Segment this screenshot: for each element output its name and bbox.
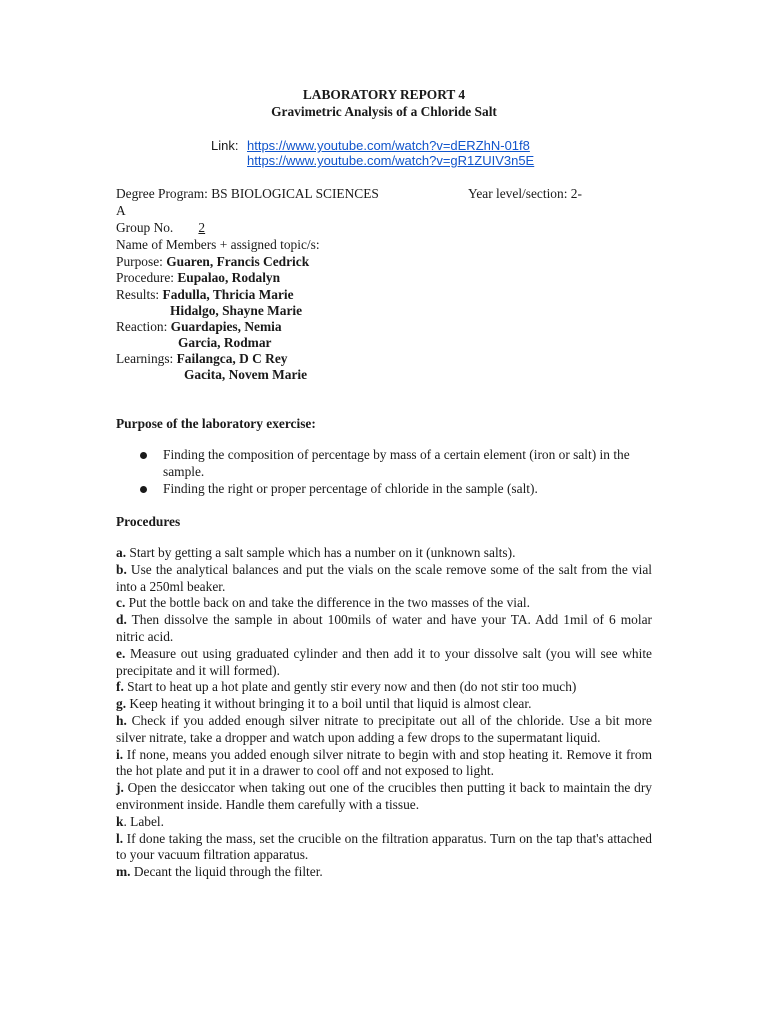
procedures-heading: Procedures xyxy=(116,514,181,529)
youtube-link-1[interactable]: https://www.youtube.com/watch?v=dERZhN-01f8 xyxy=(247,138,530,153)
report-subtitle: Gravimetric Analysis of a Chloride Salt xyxy=(271,104,497,119)
purpose-bullet-1: Finding the composition of percentage by mass of a certain element (iron or salt) in the sample. xyxy=(163,447,630,479)
bullet-icon xyxy=(140,486,147,493)
member-procedure: Procedure: Eupalao, Rodalyn xyxy=(116,270,281,285)
procedures-list xyxy=(116,545,652,881)
member-results-2: Hidalgo, Shayne Marie xyxy=(170,303,303,318)
member-results: Results: Fadulla, Thricia Marie xyxy=(116,287,294,302)
procedure-step-k: k. Label. xyxy=(116,813,164,829)
member-reaction: Reaction: Guardapies, Nemia xyxy=(116,319,282,334)
purpose-heading: Purpose of the laboratory exercise: xyxy=(116,416,316,431)
procedure-step-h: h. Check if you added enough silver nitrate to precipitate out all of the chloride. Use a bit more silver nitrate, take a dropper and watch upon adding a few drops to the supermatant liquid. xyxy=(116,712,652,745)
member-purpose: Purpose: Guaren, Francis Cedrick xyxy=(116,254,310,269)
members-label: Name of Members + assigned topic/s: xyxy=(116,237,320,252)
report-title: LABORATORY REPORT 4 xyxy=(302,87,466,102)
procedure-step-i: i. If none, means you added enough silver nitrate to begin with and stop heating it. Remove it from the hot plate and put it in a drawer to cool off and not exposed to light. xyxy=(116,746,652,779)
procedure-step-b: b. Use the analytical balances and put the vials on the scale remove some of the salt from the vial into a 250ml beaker. xyxy=(116,561,652,594)
procedure-step-a: a. Start by getting a salt sample which has a number on it (unknown salts). xyxy=(116,545,516,560)
group-number-value: 2 xyxy=(198,220,206,235)
link-label: Link: xyxy=(211,138,239,153)
degree-program: Degree Program: BS BIOLOGICAL SCIENCES xyxy=(116,186,379,201)
procedure-step-m: m. Decant the liquid through the filter. xyxy=(116,864,323,880)
member-reaction-2: Garcia, Rodmar xyxy=(178,335,272,350)
group-number: Group No. 2 xyxy=(116,220,230,236)
procedure-step-c: c. Put the bottle back on and take the difference in the two masses of the vial. xyxy=(116,595,530,611)
procedure-step-j: j. Open the desiccator when taking out one of the crucibles then putting it back to maintain the dry environment inside. Handle them carefully with a tissue. xyxy=(116,780,652,812)
procedure-step-d: d. Then dissolve the sample in about 100mils of water and have your TA. Add 1mil of 6 molar nitric acid. xyxy=(116,612,652,644)
member-learnings-2: Gacita, Novem Marie xyxy=(184,367,308,382)
youtube-link-2[interactable]: https://www.youtube.com/watch?v=gR1ZUIV3n5E xyxy=(247,153,535,168)
purpose-bullet-2: Finding the right or proper percentage of chloride in the sample (salt). xyxy=(163,481,538,496)
year-level-section: Year level/section: 2- xyxy=(468,186,582,201)
procedure-step-g: g. Keep heating it without bringing it to a boil until that liquid is almost clear. xyxy=(116,696,532,712)
bullet-icon xyxy=(140,452,147,459)
procedure-step-l: l. If done taking the mass, set the crucible on the filtration apparatus. Turn on the tap that's attached to your vacuum filtration apparatus. xyxy=(116,830,652,863)
procedure-step-f: f. Start to heat up a hot plate and gently stir every now and then (do not stir too much) xyxy=(116,679,577,695)
procedure-step-e: e. Measure out using graduated cylinder and then add it to your dissolve salt (you will see white precipitate and it will formed). xyxy=(116,645,652,678)
year-level-continued: A xyxy=(116,203,126,218)
member-learnings: Learnings: Failangca, D C Rey xyxy=(116,351,288,366)
